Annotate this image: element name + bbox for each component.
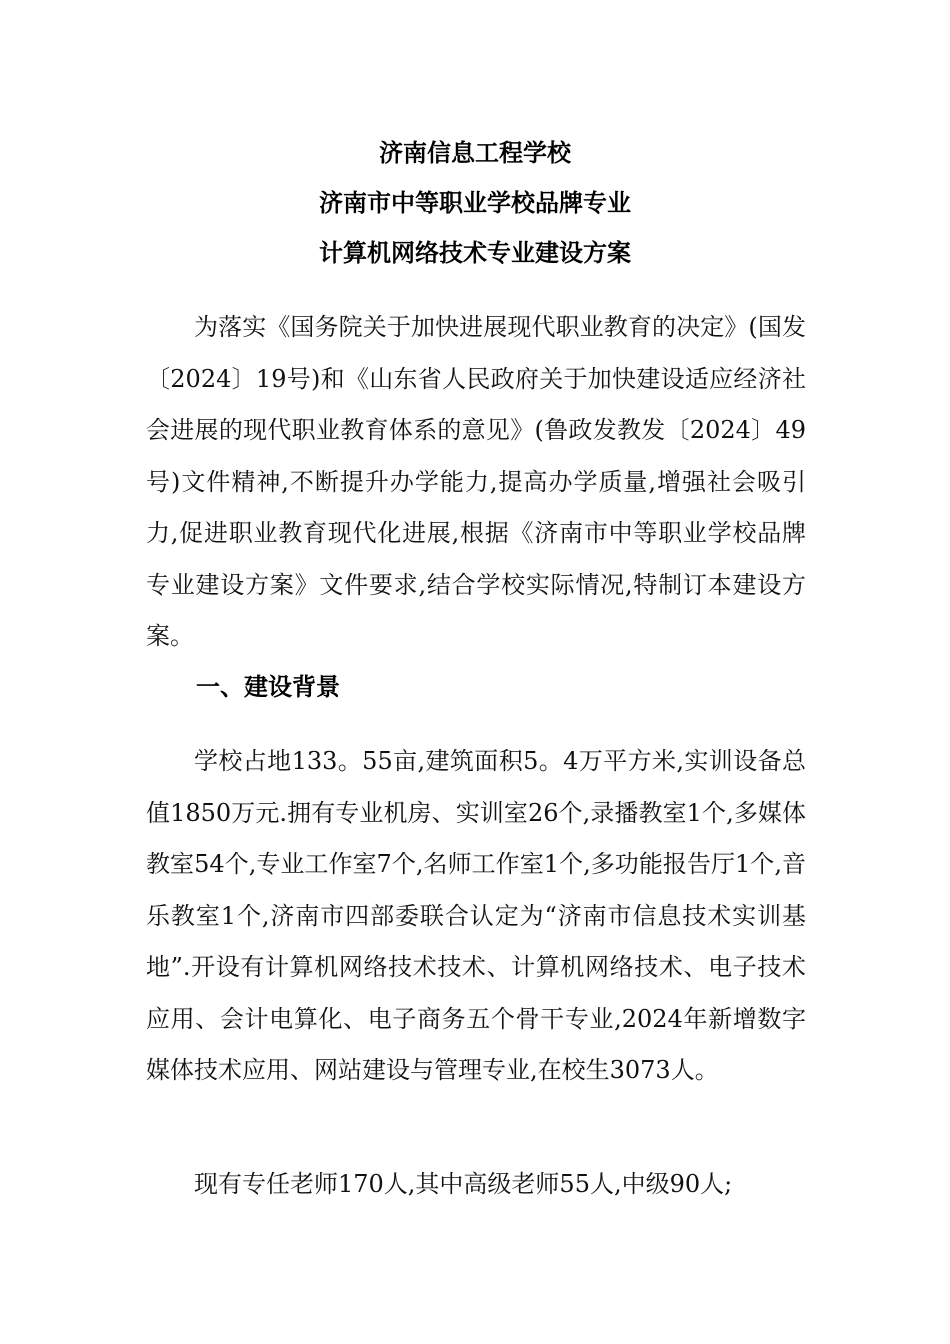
document-title-plan: 计算机网络技术专业建设方案 bbox=[319, 239, 631, 267]
document-title-program: 济南市中等职业学校品牌专业 bbox=[319, 189, 631, 217]
section-1-paragraph-2: 现有专任老师170人,其中高级老师55人,中级90人; bbox=[194, 1170, 733, 1198]
document-title-school: 济南信息工程学校 bbox=[379, 139, 571, 167]
section-1-heading: 一、建设背景 bbox=[196, 673, 340, 701]
intro-paragraph: 为落实《国务院关于加快进展现代职业教育的决定》(国发〔2024〕19号)和《山东省人民政府关于加快建设适应经济社会进展的现代职业教育体系的意见》(鲁政发教发〔2024〕49号)文件精神,不断提升办学能力,提高办学质量,增强社会吸引力,促进职业教育现代化进展,根据《济南市中等职业学校品牌专业建设方案》文件要求,结合学校实际情况,特制订本建设方案。 bbox=[146, 313, 806, 650]
section-1-paragraph-1: 学校占地133。55亩,建筑面积5。4万平方米,实训设备总值1850万元.拥有专业机房、实训室26个,录播教室1个,多媒体教室54个,专业工作室7个,名师工作室1个,多功能报告厅1个,音乐教室1个,济南市四部委联合认定为“济南市信息技术实训基地”.开设有计算机网络技术技术、计算机网络技术、电子技术应用、会计电算化、电子商务五个骨干专业,2024年新增数字媒体技术应用、网站建设与管理专业,在校生3073人。 bbox=[146, 747, 806, 1084]
